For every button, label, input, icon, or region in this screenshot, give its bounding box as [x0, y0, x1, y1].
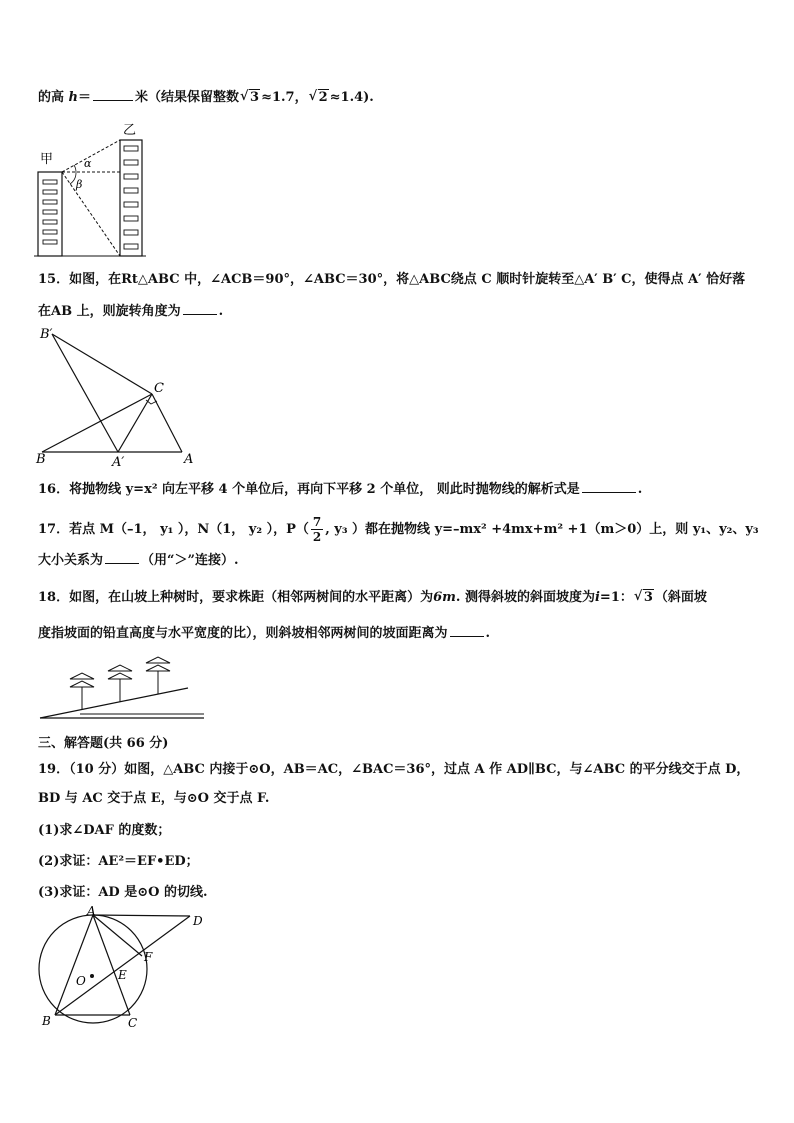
q19-part3: (3)求证：AD 是⊙O 的切线. [38, 885, 208, 900]
segment-c-a [152, 394, 182, 452]
q16-answer-blank[interactable] [582, 480, 636, 493]
tree-1 [70, 673, 94, 710]
q14-line [38, 88, 374, 107]
q15-line2 [38, 302, 223, 321]
label-e: E [118, 968, 127, 982]
q19-line1: 19．（10 分）如图，△ABC 内接于⊙O，AB＝AC，∠BAC＝36°，过点 A 作 AD∥BC，与∠ABC 的平分线交于点 D， [38, 762, 750, 777]
label-o: O [76, 974, 86, 988]
q14-sqrt2: √ 2 [309, 89, 329, 107]
segment-ad [93, 915, 190, 916]
figure-slope-trees [36, 652, 211, 724]
q14-eq: ＝ [77, 90, 91, 105]
q18-line2-text: 度指坡面的铅直高度与水平宽度的比），则斜坡相邻两树间的坡面距离为 [38, 626, 448, 641]
building-jia-windows [43, 180, 57, 244]
label-a-prime: A′ [112, 455, 125, 470]
label-b: B [42, 1014, 51, 1028]
q18-period: . [485, 626, 491, 641]
label-a: A [184, 452, 194, 467]
figure-rotation [30, 322, 205, 470]
q14-sqrt3: √ 3 [240, 89, 260, 107]
q14-h: h [68, 90, 78, 105]
q17-text-b: , y₃ ）都在抛物线 y=–mx² +4mx+m² +1（m＞0）上，则 y₁、y₂、y₃ [325, 522, 759, 537]
label-jia: 甲 [40, 152, 54, 167]
q14-prefix: 的高 [38, 90, 69, 105]
q19-part2: (2)求证：AE²＝EF•ED； [38, 854, 199, 869]
q18-text-c: =1： [599, 590, 633, 605]
q14-approx2: ≈1.4). [329, 90, 374, 105]
label-c: C [154, 381, 164, 396]
q18-text-b: . 测得斜坡的斜面坡度为 [455, 590, 595, 605]
label-f: F [144, 950, 153, 964]
q17-line2-tail: （用“＞”连接）. [141, 553, 239, 568]
q17-line2-text: 大小关系为 [38, 553, 104, 568]
q17-line2 [38, 551, 239, 570]
label-alpha: α [84, 157, 92, 170]
q17-fraction: $\frac{7}{2}$ [312, 515, 322, 544]
q17-text-a: 17．若点 M（–1， y₁ ），N（1， y₂ ），P（ [38, 522, 309, 537]
q18-text-a: 18．如图，在山坡上种树时，要求株距（相邻两树间的水平距离）为 [38, 590, 434, 605]
q18-line1 [38, 589, 707, 607]
segment-bprime-aprime [52, 334, 118, 452]
q14-suffix: 米（结果保留整数 [135, 90, 240, 105]
label-yi: 乙 [123, 123, 137, 138]
q19-part1: (1)求∠DAF 的度数； [38, 823, 171, 838]
q18-ratio-i: i [594, 590, 600, 605]
tree-2 [108, 665, 132, 702]
q15-period: . [218, 304, 224, 319]
q19-line2: BD 与 AC 交于点 E，与⊙O 交于点 F. [38, 791, 270, 806]
segment-bd [55, 916, 190, 1015]
figure-circle [30, 903, 220, 1033]
q17-line1 [38, 515, 759, 544]
label-b: B [36, 452, 46, 467]
q18-answer-blank[interactable] [450, 624, 484, 637]
label-c: C [128, 1016, 138, 1030]
tree-3 [146, 657, 170, 694]
q16-period: . [637, 482, 643, 497]
q18-text-d: （斜面坡 [654, 590, 707, 605]
label-b-prime: B′ [40, 327, 53, 342]
q16-line [38, 480, 642, 499]
sight-line-down [62, 172, 120, 256]
building-yi-windows [124, 146, 138, 249]
building-yi [120, 140, 142, 256]
q18-dist: 6m [433, 590, 456, 605]
q18-sqrt3: √ 3 [634, 589, 654, 607]
segment-ab [55, 915, 93, 1015]
q15-line2-text: 在AB 上，则旋转角度为 [38, 304, 181, 319]
label-a: A [87, 904, 96, 918]
q18-line2 [38, 624, 490, 643]
label-beta: β [76, 178, 83, 191]
segment-bprime-c [52, 334, 152, 394]
figure-buildings [30, 118, 160, 260]
q14-approx1: ≈1.7， [261, 90, 308, 105]
label-d: D [193, 914, 203, 928]
q14-answer-blank[interactable] [93, 88, 133, 101]
q15-answer-blank[interactable] [183, 302, 217, 315]
q17-answer-blank[interactable] [105, 551, 139, 564]
section-heading: 三、解答题(共 66 分) [38, 736, 169, 751]
q16-text: 16．将抛物线 y=x² 向左平移 4 个单位后，再向下平移 2 个单位， 则此时抛物线的解析式是 [38, 482, 580, 497]
center-dot [90, 974, 94, 978]
circle-o [39, 915, 147, 1023]
q15-line1: 15．如图，在Rt△ABC 中，∠ACB＝90°，∠ABC＝30°，将△ABC绕点 C 顺时针旋转至△A′ B′ C，使得点 A′ 恰好落 [38, 272, 746, 287]
